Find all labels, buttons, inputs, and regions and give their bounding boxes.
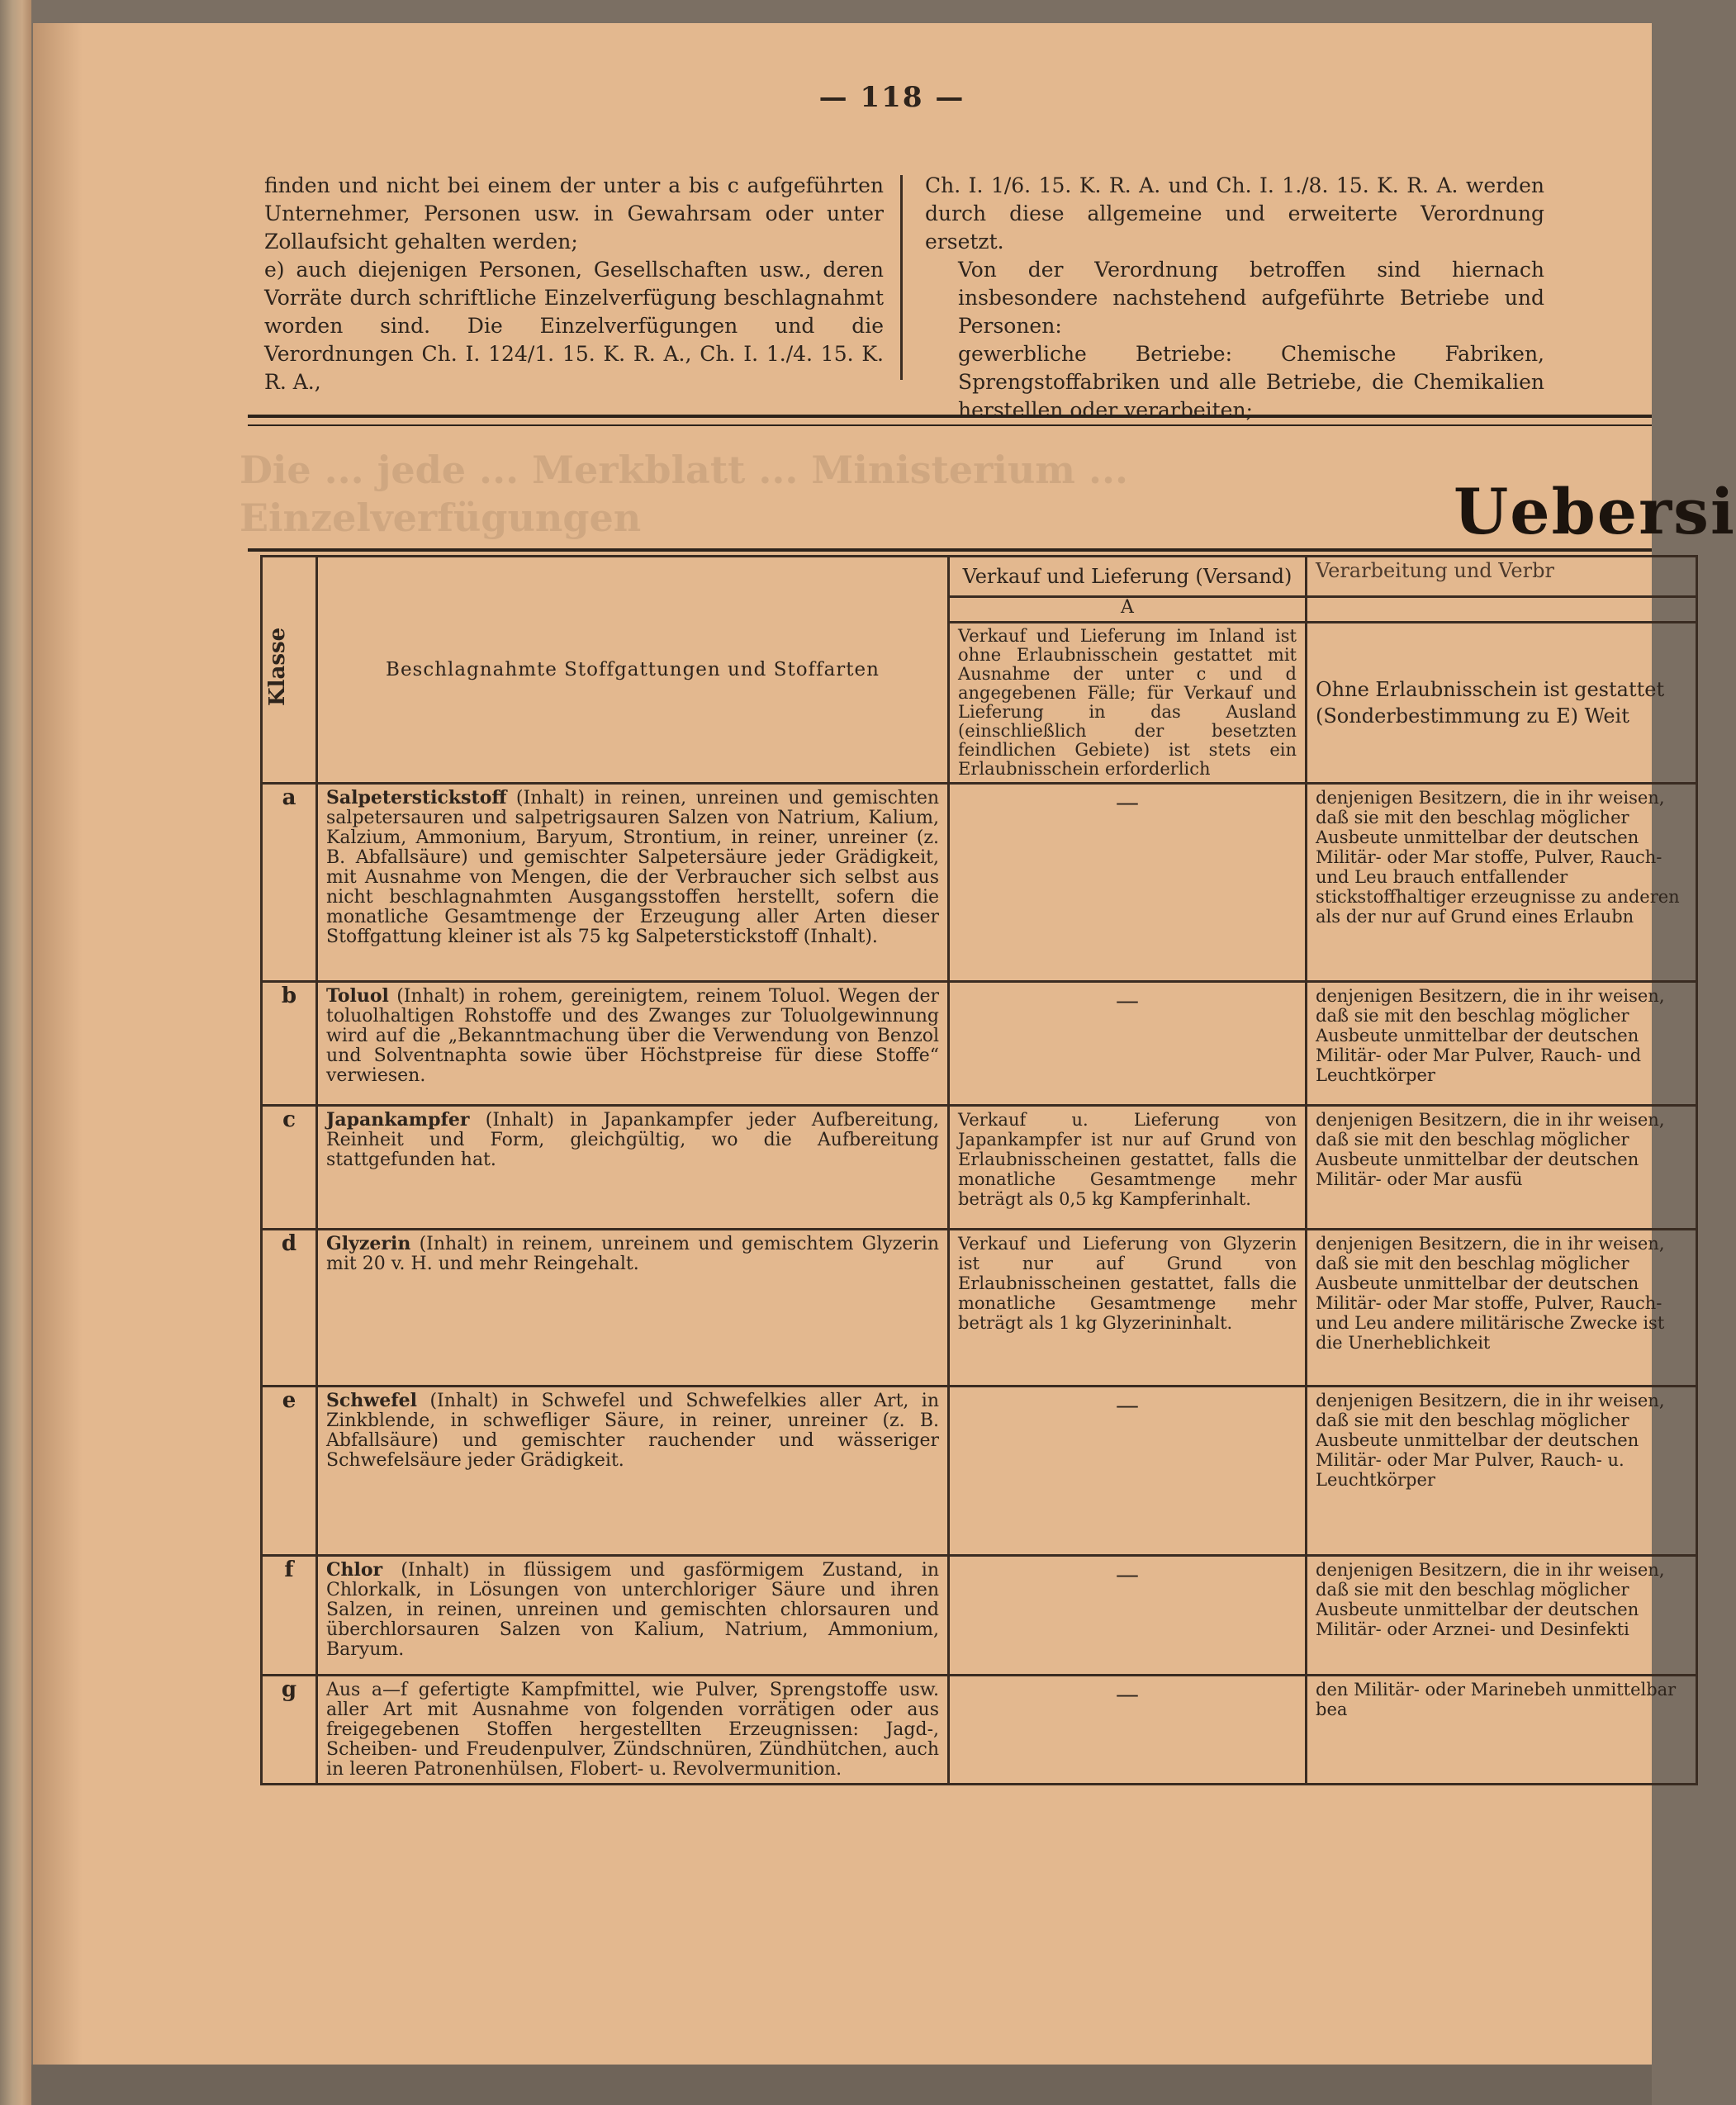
book-spine bbox=[0, 0, 31, 2105]
row-a: — bbox=[949, 1556, 1307, 1676]
row-klasse: g bbox=[262, 1676, 317, 1785]
table-row bbox=[262, 784, 1697, 982]
row-stoff bbox=[317, 982, 949, 1106]
row-b: denjenigen Besitzern, die in ihr weisen, daß sie mit den beschlag möglicher Ausbeute unmittelbar der deutschen Militär- oder Mar Pulver, Rauch- u. Leuchtkörper bbox=[1307, 1387, 1697, 1556]
table-row bbox=[262, 1676, 1697, 1785]
row-klasse: a bbox=[262, 784, 317, 982]
row-stoff bbox=[317, 1106, 949, 1230]
row-a: — bbox=[949, 982, 1307, 1106]
row-stoff-text: (Inhalt) in Schwefel und Schwefelkies aller Art, in Zinkblende, in schwefliger Säure, in reiner, unreiner (z. B. Abfallsäure) und gemischter rauchender und wässeriger Schwefelsäure jeder Grädigkeit. bbox=[326, 1391, 939, 1471]
table-title: Uebersi bbox=[1454, 475, 1736, 548]
row-stoff-text: (Inhalt) in Japankampfer jeder Aufbereitung, Reinheit und Form, gleichgültig, wo die Aufbereitung stattgefunden hat. bbox=[326, 1110, 940, 1170]
intro-right-column bbox=[925, 172, 1544, 424]
marker-e: e) bbox=[264, 258, 285, 282]
table-row bbox=[262, 1556, 1697, 1676]
table-row bbox=[262, 1230, 1697, 1387]
row-b: denjenigen Besitzern, die in ihr weisen, daß sie mit den beschlag möglicher Ausbeute unmittelbar der deutschen Militär- oder Mar Pulver, Rauch- und Leuchtkörper bbox=[1307, 982, 1697, 1106]
row-stoff-text: (Inhalt) in flüssigem und gasförmigem Zustand, in Chlorkalk, in Lösungen von unterchloriger Säure und ihren Salzen, in reinen, unreinen und gemischten chlorsauren und überchlorsauren Salzen von Kalium, Natrium, Ammonium, Baryum. bbox=[326, 1560, 939, 1660]
row-stoff-name: Schwefel bbox=[326, 1390, 418, 1411]
row-a: — bbox=[949, 1676, 1307, 1785]
row-b: denjenigen Besitzern, die in ihr weisen, daß sie mit den beschlag möglicher Ausbeute unmittelbar der deutschen Militär- oder Arznei- und Desinfekti bbox=[1307, 1556, 1697, 1676]
intro-left-column bbox=[264, 172, 884, 396]
head-klasse bbox=[262, 557, 317, 784]
row-stoff-text: (Inhalt) in reinem, unreinem und gemischtem Glyzerin mit 20 v. H. und mehr Reingehalt. bbox=[326, 1234, 939, 1274]
row-stoff-name: Chlor bbox=[326, 1559, 383, 1581]
row-a: Verkauf und Lieferung von Glyzerin ist nur auf Grund von Erlaubnisscheinen gestattet, falls die monatliche Gesamtmenge mehr beträgt als 1 kg Glyzerininhalt. bbox=[949, 1230, 1307, 1387]
row-klasse: b bbox=[262, 982, 317, 1106]
row-stoff bbox=[317, 1556, 949, 1676]
section-rule bbox=[248, 415, 1652, 426]
row-b: den Militär- oder Marinebeh unmittelbar bea bbox=[1307, 1676, 1697, 1785]
head-a-text: Verkauf und Lieferung im Inland ist ohne Erlaubnisschein gestattet mit Ausnahme der unter c und d angegebenen Fälle; für Verkauf und Lieferung in das Ausland (einschließlich der besetzten feindlichen Gebiete) ist stets ein Erlaubnisschein erforderlich bbox=[949, 623, 1307, 784]
row-stoff-name: Toluol bbox=[326, 985, 389, 1007]
table-rule bbox=[248, 548, 1652, 552]
row-klasse: d bbox=[262, 1230, 317, 1387]
head-a: A bbox=[949, 597, 1307, 623]
head-b bbox=[1307, 597, 1697, 623]
row-b: denjenigen Besitzern, die in ihr weisen, daß sie mit den beschlag möglicher Ausbeute unmittelbar der deutschen Militär- oder Mar stoffe, Pulver, Rauch- und Leu brauch entfallender stickstoffhaltiger erzeugnisse zu anderen als der nur auf Grund eines Erlaubn bbox=[1307, 784, 1697, 982]
row-a: Verkauf u. Lieferung von Japankampfer ist nur auf Grund von Erlaubnisscheinen gestattet, falls die monatliche Gesamtmenge mehr beträgt als 0,5 kg Kampferinhalt. bbox=[949, 1106, 1307, 1230]
table-header-row bbox=[262, 557, 1697, 597]
row-b: denjenigen Besitzern, die in ihr weisen, daß sie mit den beschlag möglicher Ausbeute unmittelbar der deutschen Militär- oder Mar stoffe, Pulver, Rauch- und Leu andere militärische Zwecke ist die Unerheblichkeit bbox=[1307, 1230, 1697, 1387]
row-klasse: c bbox=[262, 1106, 317, 1230]
row-klasse: e bbox=[262, 1387, 317, 1556]
intro-left-para-2 bbox=[264, 256, 884, 396]
table-row bbox=[262, 982, 1697, 1106]
row-stoff bbox=[317, 1387, 949, 1556]
row-stoff-name: Salpeterstickstoff bbox=[326, 787, 507, 808]
bleed-through-text: Die ... jede ... Merkblatt ... Ministerium ... Einzelverfügungen bbox=[240, 448, 1129, 540]
intro-right-para-2: Von der Verordnung betroffen sind hiernach insbesondere nachstehend aufgeführte Betriebe und Personen: bbox=[958, 258, 1544, 338]
head-verarbeitung: Verarbeitung und Verbr bbox=[1307, 557, 1697, 597]
intro-right-para-1: Ch. I. 1/6. 15. K. R. A. und Ch. I. 1./8. 15. K. R. A. werden durch diese allgemeine und erweiterte Verordnung ersetzt. bbox=[925, 173, 1544, 254]
row-stoff-text: Aus a—f gefertigte Kampfmittel, wie Pulver, Sprengstoffe usw. aller Art mit Ausnahme von folgenden vorrätigen oder aus freigegebenen Stoffen hergestellten Erzeugnissen: Jagd-, Scheiben- und Freudenpulver, Zündschnüren, Zündhütchen, auch in leeren Patronenhülsen, Flobert- u. Revolvermunition. bbox=[326, 1680, 939, 1780]
table-row bbox=[262, 1387, 1697, 1556]
head-klasse-label: Klasse bbox=[265, 627, 290, 706]
page-number: — 118 — bbox=[818, 81, 965, 114]
table-row bbox=[262, 1106, 1697, 1230]
row-a: — bbox=[949, 784, 1307, 982]
row-a: — bbox=[949, 1387, 1307, 1556]
overview-table bbox=[260, 555, 1698, 1785]
row-stoff-name: Japankampfer bbox=[326, 1109, 470, 1131]
head-b-text: Ohne Erlaubnisschein ist gestattet (Sonderbestimmung zu E) Weit bbox=[1307, 623, 1697, 784]
intro-left-para-1: finden und nicht bei einem der unter a bis c aufgeführten Unternehmer, Personen usw. in Gewahrsam oder unter Zollaufsicht gehalten werden; bbox=[264, 173, 884, 254]
intro-left-text-e: auch diejenigen Personen, Gesellschaften usw., deren Vorräte durch schriftliche Einzelverfügung beschlagnahmt worden sind. Die Einzelverfügungen und die Verordnungen Ch. I. 124/1. 15. K. R. A., Ch. I. 1./4. 15. K. R. A., bbox=[264, 258, 884, 394]
row-b: denjenigen Besitzern, die in ihr weisen, daß sie mit den beschlag möglicher Ausbeute unmittelbar der deutschen Militär- oder Mar ausfü bbox=[1307, 1106, 1697, 1230]
row-stoff-name: Glyzerin bbox=[326, 1233, 411, 1254]
head-stoff: Beschlagnahmte Stoffgattungen und Stoffarten bbox=[317, 557, 949, 784]
head-verkauf: Verkauf und Lieferung (Versand) bbox=[949, 557, 1307, 597]
page-bottom-edge bbox=[31, 2065, 1652, 2105]
row-klasse: f bbox=[262, 1556, 317, 1676]
intro-divider bbox=[900, 175, 903, 380]
row-stoff-text: (Inhalt) in reinen, unreinen und gemischten salpetersauren und salpetrigsauren Salzen von Natrium, Kalium, Kalzium, Ammonium, Baryum, Strontium, in reiner, unreiner (z. B. Abfallsäure) und gemischter Salpetersäure jeder Grädigkeit, mit Ausnahme von Mengen, die der Verbraucher sich selbst aus nicht beschlagnahmten Ausgangsstoffen herstellt, sofern die monatliche Gesamtmenge der Erzeugung aller Arten dieser Stoffgattung kleiner ist als 75 kg Salpeterstickstoff (Inhalt). bbox=[326, 788, 940, 947]
row-stoff bbox=[317, 1676, 949, 1785]
intro-right-para-3: gewerbliche Betriebe: Chemische Fabriken, Sprengstoffabriken und alle Betriebe, die Chemikalien herstellen oder verarbeiten; bbox=[958, 342, 1544, 422]
row-stoff bbox=[317, 1230, 949, 1387]
row-stoff bbox=[317, 784, 949, 982]
row-stoff-text: (Inhalt) in rohem, gereinigtem, reinem Toluol. Wegen der toluolhaltigen Rohstoffe und des Zwanges zur Toluolgewinnung wird auf die „Bekanntmachung über die Verwendung von Benzol und Solventnaphta sowie über Höchstpreise für diese Stoffe“ verwiesen. bbox=[326, 986, 939, 1086]
